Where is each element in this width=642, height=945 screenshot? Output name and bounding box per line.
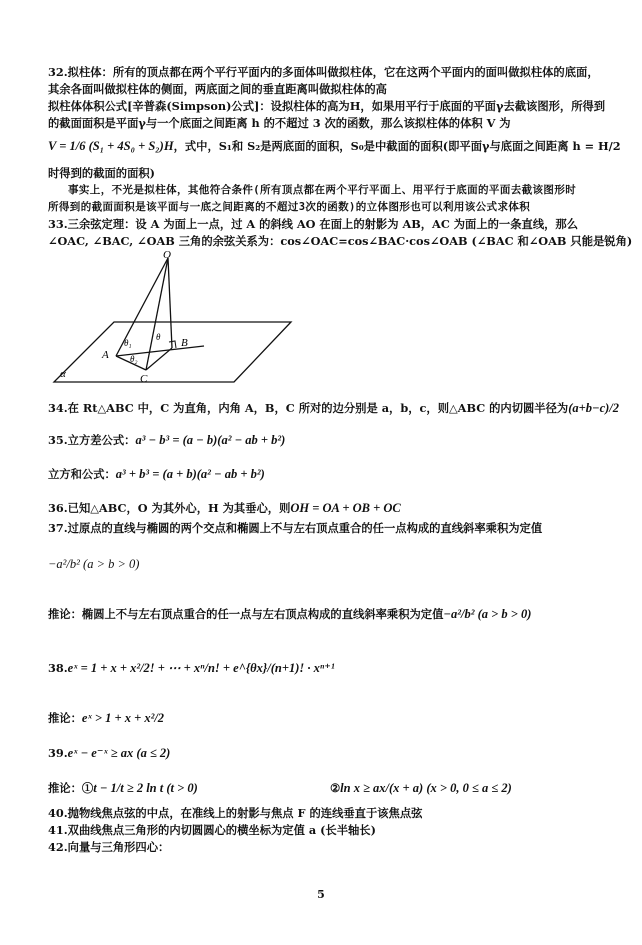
s37-formula-line bbox=[48, 556, 612, 573]
s38-inference-line bbox=[48, 710, 612, 726]
s39-circle2: ② bbox=[330, 781, 341, 795]
s37-formula: −a²/b² (a > b > 0) bbox=[48, 557, 140, 571]
page-number: 5 bbox=[317, 888, 325, 901]
s33-line2: ∠OAC, ∠BAC, ∠OAB 三角的余弦关系为：cos∠OAC=cos∠BAC·cos∠OAB (∠BAC 和∠OAB 只能是锐角) bbox=[48, 234, 633, 248]
s32-formula-desc: ，式中，S₁和 S₂是两底面的面积，S₀是中截面的面积(即平面γ与底面之间距离 h = H/2 bbox=[173, 139, 621, 153]
s39-formula: eˣ − e⁻ˣ ≥ ax (a ≤ 2) bbox=[67, 746, 171, 760]
s32-handwritten-note-1: 事实上，不光是拟柱体，其他符合条件(所有顶点都在两个平行平面上、用平行于底面的平面去截该图形时 bbox=[68, 184, 577, 196]
plane-alpha bbox=[54, 322, 291, 382]
line-OB bbox=[168, 258, 172, 348]
label-theta1: θ₁ bbox=[124, 338, 132, 348]
s35-label1: 35.立方差公式： bbox=[48, 433, 136, 447]
cube-diff-formula: a³ − b³ = (a − b)(a² − ab + b²) bbox=[135, 433, 286, 447]
s37-line: 37.过原点的直线与椭圆的两个交点和椭圆上不与左右顶点重合的任一点构成的直线斜率乘积为定值 bbox=[48, 521, 543, 535]
s41-line: 41.双曲线焦点三角形的内切圆圆心的横坐标为定值 a (长半轴长) bbox=[48, 823, 376, 837]
s37-inference: 推论：椭圆上不与左右顶点重合的任一点与左右顶点构成的直线斜率乘积为定值 bbox=[48, 607, 444, 621]
s32-line2: 其余各面叫做拟柱体的侧面，两底面之间的垂直距离叫做拟柱体的高 bbox=[48, 82, 387, 96]
s39-inference-formula2: ln x ≥ ax/(x + a) (x > 0, 0 ≤ a ≤ 2) bbox=[340, 781, 512, 795]
three-cosine-figure bbox=[44, 250, 294, 390]
s39-inference-formula1: t − 1/t ≥ 2 ln t (t > 0) bbox=[93, 781, 198, 795]
s32-line4: 的截面面积是平面γ与一个底面之间距离 h 的不超过 3 次的函数，那么该拟柱体的体积 V 为 bbox=[48, 116, 511, 130]
s36-line bbox=[48, 500, 612, 516]
s39-line bbox=[48, 745, 612, 761]
s39-label: 39. bbox=[48, 746, 68, 760]
s42-line: 42.向量与三角形四心： bbox=[48, 840, 170, 854]
s32-handwritten-note-2: 所得到的截面面积是该平面与一底之间距离的不超过3次的函数)的立体图形也可以利用该公式求体积 bbox=[48, 201, 531, 213]
s40-line: 40.抛物线焦点弦的中点，在准线上的射影与焦点 F 的连线垂直于该焦点弦 bbox=[48, 806, 423, 820]
taylor-formula: eˣ = 1 + x + x²/2! + ⋯ + xⁿ/n! + e^{θx}/(n+1)! · xⁿ⁺¹ bbox=[67, 661, 335, 675]
label-alpha: α bbox=[60, 368, 66, 380]
s38-line bbox=[48, 660, 612, 676]
s39-circle1: ① bbox=[81, 781, 94, 795]
s32-line3: 拟柱体体积公式[辛普森(Simpson)公式]：设拟柱体的高为H，如果用平行于底面的平面γ去截该图形，所得到 bbox=[48, 99, 606, 113]
orthocenter-formula: OH = OA + OB + OC bbox=[290, 501, 401, 515]
s35-line1 bbox=[48, 432, 612, 448]
label-theta2: θ₂ bbox=[130, 354, 138, 364]
s35-line2 bbox=[48, 466, 612, 482]
label-theta: θ bbox=[156, 332, 161, 342]
cube-sum-formula: a³ + b³ = (a + b)(a² − ab + b²) bbox=[115, 467, 265, 481]
s32-line6: 时得到的截面的面积) bbox=[48, 166, 156, 180]
s39-inference: 推论： bbox=[48, 781, 82, 795]
s32-formula-line bbox=[48, 138, 621, 154]
s33-line1: 33.三余弦定理：设 A 为面上一点，过 A 的斜线 AO 在面上的射影为 AB，AC 为面上的一条直线，那么 bbox=[48, 217, 579, 231]
s38-inference-formula: eˣ > 1 + x + x²/2 bbox=[81, 711, 165, 725]
s34-text: 34.在 Rt△ABC 中，C 为直角，内角 A，B，C 所对的边分别是 a，b，c，则△ABC 的内切圆半径为 bbox=[48, 401, 569, 415]
simpson-formula: V = 1/6 (S₁ + 4S₀ + S₂)H bbox=[48, 139, 174, 153]
label-C: C bbox=[140, 373, 148, 385]
s32-line1: 32.拟柱体：所有的顶点都在两个平行平面内的多面体叫做拟柱体，它在这两个平面内的面叫做拟柱体的底面， bbox=[48, 65, 599, 79]
s35-label2: 立方和公式： bbox=[48, 467, 116, 481]
s36-text: 36.已知△ABC，O 为其外心，H 为其垂心，则 bbox=[48, 501, 291, 515]
label-O: O bbox=[163, 250, 171, 261]
s34-line bbox=[48, 400, 619, 416]
s38-label: 38. bbox=[48, 661, 68, 675]
s37-inference-line bbox=[48, 606, 612, 622]
s38-inference: 推论： bbox=[48, 711, 82, 725]
inradius-formula: (a+b−c)/2 bbox=[568, 401, 619, 415]
line-OC bbox=[146, 258, 168, 370]
label-B: B bbox=[181, 337, 188, 349]
label-A: A bbox=[102, 349, 109, 361]
s39-inference-line2 bbox=[330, 780, 612, 796]
s37-inference-formula: −a²/b² (a > b > 0) bbox=[443, 607, 532, 621]
